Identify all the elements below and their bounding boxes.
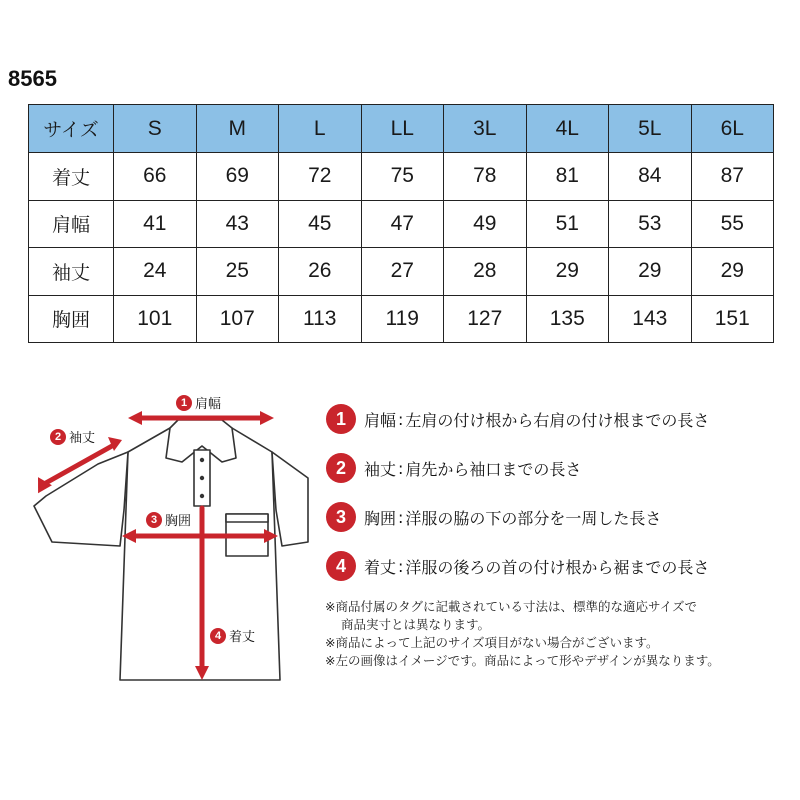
diagram-label-text: 着丈: [229, 630, 256, 645]
row-label: 袖丈: [29, 248, 114, 296]
table-cell: 45: [279, 200, 362, 248]
diagram-label-text: 胸囲: [165, 514, 192, 529]
table-cell: 72: [279, 153, 362, 201]
badge-3-icon: 3: [326, 502, 356, 532]
table-cell: 47: [361, 200, 444, 248]
table-cell: 127: [444, 295, 527, 343]
table-row: [29, 200, 774, 248]
table-cell: 84: [609, 153, 692, 201]
table-cell: 29: [609, 248, 692, 296]
legend-item: [326, 452, 796, 484]
badge-2-icon: 2: [326, 453, 356, 483]
table-cell: 53: [609, 200, 692, 248]
table-cell: 75: [361, 153, 444, 201]
badge-2-icon: 2: [50, 429, 66, 445]
size-col-3l: 3L: [444, 105, 527, 153]
table-cell: 101: [114, 295, 197, 343]
table-cell: 119: [361, 295, 444, 343]
size-table: [28, 104, 774, 343]
size-col-l: L: [279, 105, 362, 153]
size-col-4l: 4L: [526, 105, 609, 153]
legend-term: 袖丈: [364, 459, 397, 479]
table-cell: 24: [114, 248, 197, 296]
table-cell: 49: [444, 200, 527, 248]
table-cell: 87: [691, 153, 774, 201]
table-cell: 78: [444, 153, 527, 201]
diagram-label-text: 袖丈: [69, 431, 96, 446]
badge-4-icon: 4: [326, 551, 356, 581]
table-cell: 69: [196, 153, 279, 201]
legend-term: 着丈: [364, 557, 397, 577]
table-cell: 151: [691, 295, 774, 343]
notes: [325, 598, 795, 670]
legend-description: 洋服の後ろの首の付け根から裾までの長さ: [405, 557, 710, 577]
size-col-m: M: [196, 105, 279, 153]
note-line: ※左の画像はイメージです。商品によって形やデザインが異なります。: [325, 653, 720, 668]
size-col-6l: 6L: [691, 105, 774, 153]
table-cell: 43: [196, 200, 279, 248]
badge-1-icon: 1: [326, 404, 356, 434]
legend-term: 肩幅: [364, 410, 397, 430]
badge-3-icon: 3: [146, 512, 162, 528]
legend-separator: :: [398, 458, 404, 478]
note-line: ※商品によって上記のサイズ項目がない場合がございます。: [325, 635, 659, 650]
note-line: 商品実寸とは異なります。: [341, 617, 491, 632]
shirt-pocket-flap-shape: [226, 514, 268, 522]
table-cell: 55: [691, 200, 774, 248]
table-cell: 51: [526, 200, 609, 248]
table-cell: 135: [526, 295, 609, 343]
diagram-label-length: [210, 626, 255, 645]
diagram-label-text: 肩幅: [195, 397, 222, 412]
size-col-5l: 5L: [609, 105, 692, 153]
size-header-row: [29, 105, 774, 153]
badge-1-icon: 1: [176, 395, 192, 411]
table-cell: 26: [279, 248, 362, 296]
legend-item: [326, 403, 796, 435]
row-label: 肩幅: [29, 200, 114, 248]
badge-4-icon: 4: [210, 628, 226, 644]
measurement-diagram: [0, 380, 320, 690]
polo-shirt-illustration: [0, 380, 320, 690]
table-cell: 29: [526, 248, 609, 296]
legend-term: 胸囲: [364, 508, 397, 528]
product-code: 8565: [8, 66, 57, 91]
legend-separator: :: [398, 507, 404, 527]
table-cell: 29: [691, 248, 774, 296]
legend-separator: :: [398, 409, 404, 429]
row-label: 着丈: [29, 153, 114, 201]
legend-description: 肩先から袖口までの長さ: [405, 459, 582, 479]
size-header-label: サイズ: [29, 105, 114, 153]
table-cell: 113: [279, 295, 362, 343]
measurement-legend: [326, 403, 796, 599]
diagram-label-shoulder: [176, 393, 221, 412]
row-label: 胸囲: [29, 295, 114, 343]
size-col-s: S: [114, 105, 197, 153]
table-cell: 41: [114, 200, 197, 248]
legend-separator: :: [398, 556, 404, 576]
legend-item: [326, 550, 796, 582]
size-col-ll: LL: [361, 105, 444, 153]
table-row: [29, 295, 774, 343]
table-cell: 107: [196, 295, 279, 343]
table-cell: 66: [114, 153, 197, 201]
legend-item: [326, 501, 796, 533]
note-line: ※商品付属のタグに記載されている寸法は、標準的な適応サイズで: [325, 599, 697, 614]
table-cell: 81: [526, 153, 609, 201]
table-cell: 143: [609, 295, 692, 343]
diagram-label-chest: [146, 510, 191, 529]
diagram-label-sleeve: [50, 427, 95, 446]
legend-description: 左肩の付け根から右肩の付け根までの長さ: [405, 410, 710, 430]
table-cell: 27: [361, 248, 444, 296]
table-cell: 25: [196, 248, 279, 296]
shirt-right-sleeve-shape: [272, 452, 308, 546]
legend-description: 洋服の脇の下の部分を一周した長さ: [405, 508, 662, 528]
table-cell: 28: [444, 248, 527, 296]
table-row: [29, 248, 774, 296]
table-row: [29, 153, 774, 201]
